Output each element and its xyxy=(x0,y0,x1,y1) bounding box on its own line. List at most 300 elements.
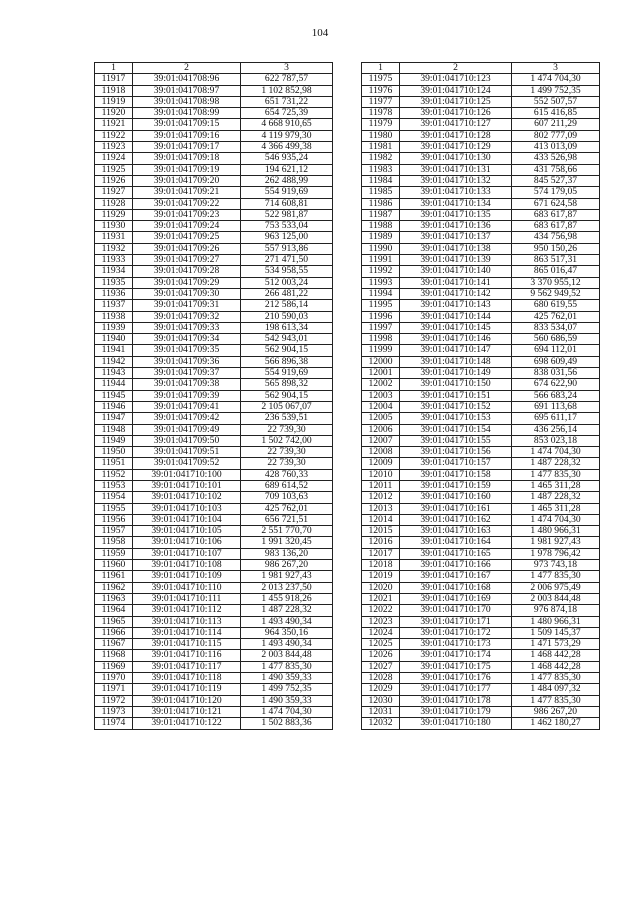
row-number-cell: 11962 xyxy=(95,582,133,593)
row-number-cell: 12014 xyxy=(362,514,400,525)
value-cell: 1 981 927,43 xyxy=(512,537,600,548)
row-number-cell: 11997 xyxy=(362,322,400,333)
row-number-cell: 11946 xyxy=(95,401,133,412)
value-cell: 1 471 573,29 xyxy=(512,639,600,650)
cadastral-number-cell: 39:01:041710:106 xyxy=(133,537,241,548)
table-row xyxy=(362,424,600,435)
table-row xyxy=(95,492,333,503)
cadastral-number-cell: 39:01:041710:112 xyxy=(133,605,241,616)
table-row xyxy=(362,108,600,119)
cadastral-number-cell: 39:01:041709:41 xyxy=(133,401,241,412)
value-cell: 838 031,56 xyxy=(512,368,600,379)
table-row xyxy=(362,142,600,153)
row-number-cell: 11986 xyxy=(362,198,400,209)
row-number-cell: 11976 xyxy=(362,85,400,96)
row-number-cell: 12020 xyxy=(362,582,400,593)
table-header-row xyxy=(95,63,333,74)
value-cell: 1 487 228,32 xyxy=(241,605,333,616)
row-number-cell: 11998 xyxy=(362,334,400,345)
table-row xyxy=(362,266,600,277)
row-number-cell: 11996 xyxy=(362,311,400,322)
row-number-cell: 11929 xyxy=(95,209,133,220)
cadastral-number-cell: 39:01:041710:145 xyxy=(400,322,512,333)
value-cell: 413 013,09 xyxy=(512,142,600,153)
table-row xyxy=(362,616,600,627)
value-cell: 622 787,57 xyxy=(241,74,333,85)
row-number-cell: 11919 xyxy=(95,96,133,107)
value-cell: 198 613,34 xyxy=(241,322,333,333)
cadastral-number-cell: 39:01:041709:28 xyxy=(133,266,241,277)
row-number-cell: 11924 xyxy=(95,153,133,164)
table-row xyxy=(362,96,600,107)
table-row xyxy=(95,379,333,390)
row-number-cell: 11949 xyxy=(95,435,133,446)
row-number-cell: 11966 xyxy=(95,627,133,638)
value-cell: 560 686,59 xyxy=(512,334,600,345)
value-cell: 651 731,22 xyxy=(241,96,333,107)
value-cell: 522 981,87 xyxy=(241,209,333,220)
table-row xyxy=(95,526,333,537)
value-cell: 425 762,01 xyxy=(241,503,333,514)
row-number-cell: 11964 xyxy=(95,605,133,616)
value-cell: 1 978 796,42 xyxy=(512,548,600,559)
row-number-cell: 11959 xyxy=(95,548,133,559)
row-number-cell: 11923 xyxy=(95,142,133,153)
cadastral-number-cell: 39:01:041709:15 xyxy=(133,119,241,130)
row-number-cell: 11939 xyxy=(95,322,133,333)
value-cell: 542 943,01 xyxy=(241,334,333,345)
value-cell: 1 468 442,28 xyxy=(512,661,600,672)
table-row xyxy=(362,198,600,209)
row-number-cell: 11965 xyxy=(95,616,133,627)
cadastral-number-cell: 39:01:041710:176 xyxy=(400,673,512,684)
row-number-cell: 11935 xyxy=(95,277,133,288)
value-cell: 1 490 359,33 xyxy=(241,695,333,706)
value-cell: 615 416,85 xyxy=(512,108,600,119)
table-row xyxy=(362,469,600,480)
row-number-cell: 12013 xyxy=(362,503,400,514)
cadastral-number-cell: 39:01:041710:104 xyxy=(133,514,241,525)
value-cell: 865 016,47 xyxy=(512,266,600,277)
value-cell: 562 904,15 xyxy=(241,390,333,401)
row-number-cell: 11984 xyxy=(362,175,400,186)
value-cell: 271 471,50 xyxy=(241,255,333,266)
cadastral-number-cell: 39:01:041709:29 xyxy=(133,277,241,288)
table-row xyxy=(95,187,333,198)
cadastral-number-cell: 39:01:041708:96 xyxy=(133,74,241,85)
row-number-cell: 11940 xyxy=(95,334,133,345)
row-number-cell: 12004 xyxy=(362,401,400,412)
header-cell-2: 2 xyxy=(400,63,512,74)
cadastral-number-cell: 39:01:041710:103 xyxy=(133,503,241,514)
cadastral-number-cell: 39:01:041710:157 xyxy=(400,458,512,469)
value-cell: 2 003 844,48 xyxy=(512,593,600,604)
value-cell: 1 465 311,28 xyxy=(512,480,600,491)
header-cell-3: 3 xyxy=(241,63,333,74)
value-cell: 1 474 704,30 xyxy=(512,514,600,525)
cadastral-number-cell: 39:01:041710:164 xyxy=(400,537,512,548)
cadastral-number-cell: 39:01:041710:147 xyxy=(400,345,512,356)
cadastral-number-cell: 39:01:041710:163 xyxy=(400,526,512,537)
table-row xyxy=(95,96,333,107)
table-row xyxy=(362,255,600,266)
value-cell: 236 539,51 xyxy=(241,413,333,424)
cadastral-number-cell: 39:01:041710:177 xyxy=(400,684,512,695)
table-row xyxy=(362,684,600,695)
header-cell-1: 1 xyxy=(362,63,400,74)
row-number-cell: 11951 xyxy=(95,458,133,469)
table-row xyxy=(95,514,333,525)
header-cell-2: 2 xyxy=(133,63,241,74)
cadastral-number-cell: 39:01:041710:136 xyxy=(400,221,512,232)
row-number-cell: 11936 xyxy=(95,288,133,299)
row-number-cell: 11952 xyxy=(95,469,133,480)
table-row xyxy=(362,560,600,571)
cadastral-number-cell: 39:01:041710:124 xyxy=(400,85,512,96)
row-number-cell: 11967 xyxy=(95,639,133,650)
value-cell: 425 762,01 xyxy=(512,311,600,322)
row-number-cell: 12021 xyxy=(362,593,400,604)
cadastral-number-cell: 39:01:041710:117 xyxy=(133,661,241,672)
value-cell: 1 477 835,30 xyxy=(512,469,600,480)
value-cell: 4 119 979,30 xyxy=(241,130,333,141)
cadastral-number-cell: 39:01:041710:162 xyxy=(400,514,512,525)
table-row xyxy=(95,616,333,627)
value-cell: 554 919,69 xyxy=(241,187,333,198)
row-number-cell: 12023 xyxy=(362,616,400,627)
value-cell: 671 624,58 xyxy=(512,198,600,209)
table-row xyxy=(362,85,600,96)
cadastral-number-cell: 39:01:041710:146 xyxy=(400,334,512,345)
cadastral-number-cell: 39:01:041710:179 xyxy=(400,706,512,717)
value-cell: 691 113,68 xyxy=(512,401,600,412)
cadastral-number-cell: 39:01:041710:169 xyxy=(400,593,512,604)
value-cell: 266 481,22 xyxy=(241,288,333,299)
cadastral-number-cell: 39:01:041709:21 xyxy=(133,187,241,198)
table-row xyxy=(95,413,333,424)
value-cell: 1 465 311,28 xyxy=(512,503,600,514)
value-cell: 1 487 228,32 xyxy=(512,458,600,469)
table-row xyxy=(362,175,600,186)
table-row xyxy=(362,514,600,525)
table-row xyxy=(95,153,333,164)
cadastral-number-cell: 39:01:041710:144 xyxy=(400,311,512,322)
table-row xyxy=(95,537,333,548)
table-row xyxy=(362,537,600,548)
header-cell-3: 3 xyxy=(512,63,600,74)
row-number-cell: 12031 xyxy=(362,706,400,717)
value-cell: 2 551 770,70 xyxy=(241,526,333,537)
row-number-cell: 12019 xyxy=(362,571,400,582)
row-number-cell: 11982 xyxy=(362,153,400,164)
value-cell: 3 370 955,12 xyxy=(512,277,600,288)
value-cell: 194 621,12 xyxy=(241,164,333,175)
row-number-cell: 11972 xyxy=(95,695,133,706)
row-number-cell: 11945 xyxy=(95,390,133,401)
cadastral-number-cell: 39:01:041710:160 xyxy=(400,492,512,503)
row-number-cell: 11942 xyxy=(95,356,133,367)
cadastral-number-cell: 39:01:041710:128 xyxy=(400,130,512,141)
table-row xyxy=(362,311,600,322)
table-row xyxy=(362,480,600,491)
row-number-cell: 11973 xyxy=(95,706,133,717)
table-row xyxy=(362,288,600,299)
row-number-cell: 11920 xyxy=(95,108,133,119)
value-cell: 2 003 844,48 xyxy=(241,650,333,661)
table-row xyxy=(95,458,333,469)
value-cell: 4 366 499,38 xyxy=(241,142,333,153)
value-cell: 1 474 704,30 xyxy=(241,706,333,717)
table-row xyxy=(362,718,600,729)
table-row xyxy=(95,356,333,367)
value-cell: 983 136,20 xyxy=(241,548,333,559)
row-number-cell: 12002 xyxy=(362,379,400,390)
row-number-cell: 12024 xyxy=(362,627,400,638)
value-cell: 210 590,03 xyxy=(241,311,333,322)
table-row xyxy=(362,548,600,559)
table-row xyxy=(362,277,600,288)
table-row xyxy=(362,356,600,367)
cadastral-number-cell: 39:01:041709:23 xyxy=(133,209,241,220)
cadastral-number-cell: 39:01:041710:170 xyxy=(400,605,512,616)
row-number-cell: 11980 xyxy=(362,130,400,141)
right-table-body xyxy=(362,63,600,730)
row-number-cell: 11927 xyxy=(95,187,133,198)
cadastral-number-cell: 39:01:041710:125 xyxy=(400,96,512,107)
table-row xyxy=(362,153,600,164)
row-number-cell: 11925 xyxy=(95,164,133,175)
row-number-cell: 11988 xyxy=(362,221,400,232)
cadastral-number-cell: 39:01:041710:132 xyxy=(400,175,512,186)
row-number-cell: 12025 xyxy=(362,639,400,650)
row-number-cell: 11917 xyxy=(95,74,133,85)
value-cell: 4 668 910,65 xyxy=(241,119,333,130)
table-row xyxy=(95,706,333,717)
value-cell: 1 477 835,30 xyxy=(241,661,333,672)
row-number-cell: 12029 xyxy=(362,684,400,695)
table-row xyxy=(362,345,600,356)
table-row xyxy=(362,119,600,130)
table-row xyxy=(362,322,600,333)
row-number-cell: 11958 xyxy=(95,537,133,548)
value-cell: 2 105 067,07 xyxy=(241,401,333,412)
table-row xyxy=(95,627,333,638)
table-row xyxy=(362,401,600,412)
cadastral-number-cell: 39:01:041710:135 xyxy=(400,209,512,220)
table-row xyxy=(95,503,333,514)
value-cell: 566 896,38 xyxy=(241,356,333,367)
table-row xyxy=(95,300,333,311)
table-row xyxy=(362,526,600,537)
cadastral-number-cell: 39:01:041709:19 xyxy=(133,164,241,175)
cadastral-number-cell: 39:01:041710:126 xyxy=(400,108,512,119)
cadastral-number-cell: 39:01:041709:33 xyxy=(133,322,241,333)
cadastral-number-cell: 39:01:041710:140 xyxy=(400,266,512,277)
cadastral-number-cell: 39:01:041710:173 xyxy=(400,639,512,650)
cadastral-number-cell: 39:01:041710:113 xyxy=(133,616,241,627)
table-row xyxy=(362,447,600,458)
right-table xyxy=(361,62,600,730)
value-cell: 1 991 320,45 xyxy=(241,537,333,548)
cadastral-number-cell: 39:01:041710:148 xyxy=(400,356,512,367)
cadastral-number-cell: 39:01:041709:18 xyxy=(133,153,241,164)
value-cell: 689 614,52 xyxy=(241,480,333,491)
cadastral-number-cell: 39:01:041709:35 xyxy=(133,345,241,356)
cadastral-number-cell: 39:01:041710:122 xyxy=(133,718,241,729)
cadastral-number-cell: 39:01:041710:118 xyxy=(133,673,241,684)
table-row xyxy=(95,142,333,153)
value-cell: 1 502 883,36 xyxy=(241,718,333,729)
table-row xyxy=(362,695,600,706)
table-row xyxy=(95,255,333,266)
value-cell: 557 913,86 xyxy=(241,243,333,254)
cadastral-number-cell: 39:01:041709:38 xyxy=(133,379,241,390)
row-number-cell: 11937 xyxy=(95,300,133,311)
table-row xyxy=(95,639,333,650)
table-row xyxy=(95,401,333,412)
table-row xyxy=(362,503,600,514)
value-cell: 853 023,18 xyxy=(512,435,600,446)
value-cell: 694 112,01 xyxy=(512,345,600,356)
value-cell: 1 102 852,98 xyxy=(241,85,333,96)
value-cell: 2 013 237,50 xyxy=(241,582,333,593)
table-row xyxy=(95,424,333,435)
cadastral-number-cell: 39:01:041710:153 xyxy=(400,413,512,424)
cadastral-number-cell: 39:01:041709:17 xyxy=(133,142,241,153)
cadastral-number-cell: 39:01:041710:102 xyxy=(133,492,241,503)
cadastral-number-cell: 39:01:041709:32 xyxy=(133,311,241,322)
cadastral-number-cell: 39:01:041710:141 xyxy=(400,277,512,288)
left-table xyxy=(94,62,333,730)
cadastral-number-cell: 39:01:041710:138 xyxy=(400,243,512,254)
table-row xyxy=(95,548,333,559)
row-number-cell: 11921 xyxy=(95,119,133,130)
row-number-cell: 12010 xyxy=(362,469,400,480)
table-row xyxy=(95,605,333,616)
value-cell: 22 739,30 xyxy=(241,458,333,469)
row-number-cell: 11974 xyxy=(95,718,133,729)
cadastral-number-cell: 39:01:041710:174 xyxy=(400,650,512,661)
cadastral-number-cell: 39:01:041710:133 xyxy=(400,187,512,198)
row-number-cell: 11983 xyxy=(362,164,400,175)
cadastral-number-cell: 39:01:041709:49 xyxy=(133,424,241,435)
value-cell: 863 517,31 xyxy=(512,255,600,266)
value-cell: 554 919,69 xyxy=(241,368,333,379)
value-cell: 695 611,17 xyxy=(512,413,600,424)
row-number-cell: 11950 xyxy=(95,447,133,458)
table-row xyxy=(95,119,333,130)
value-cell: 976 874,18 xyxy=(512,605,600,616)
table-row xyxy=(362,379,600,390)
value-cell: 9 562 949,52 xyxy=(512,288,600,299)
row-number-cell: 11941 xyxy=(95,345,133,356)
value-cell: 698 609,49 xyxy=(512,356,600,367)
cadastral-number-cell: 39:01:041709:31 xyxy=(133,300,241,311)
table-row xyxy=(95,164,333,175)
table-row xyxy=(362,458,600,469)
cadastral-number-cell: 39:01:041710:161 xyxy=(400,503,512,514)
value-cell: 512 003,24 xyxy=(241,277,333,288)
table-row xyxy=(95,266,333,277)
cadastral-number-cell: 39:01:041709:20 xyxy=(133,175,241,186)
row-number-cell: 11928 xyxy=(95,198,133,209)
value-cell: 1 462 180,27 xyxy=(512,718,600,729)
table-row xyxy=(362,639,600,650)
row-number-cell: 11975 xyxy=(362,74,400,85)
cadastral-number-cell: 39:01:041710:108 xyxy=(133,560,241,571)
value-cell: 546 935,24 xyxy=(241,153,333,164)
value-cell: 1 981 927,43 xyxy=(241,571,333,582)
row-number-cell: 12011 xyxy=(362,480,400,491)
table-row xyxy=(362,706,600,717)
cadastral-number-cell: 39:01:041709:52 xyxy=(133,458,241,469)
row-number-cell: 11979 xyxy=(362,119,400,130)
value-cell: 1 484 097,32 xyxy=(512,684,600,695)
cadastral-number-cell: 39:01:041710:123 xyxy=(400,74,512,85)
row-number-cell: 12030 xyxy=(362,695,400,706)
row-number-cell: 11918 xyxy=(95,85,133,96)
cadastral-number-cell: 39:01:041710:100 xyxy=(133,469,241,480)
table-row xyxy=(362,413,600,424)
cadastral-number-cell: 39:01:041710:115 xyxy=(133,639,241,650)
cadastral-number-cell: 39:01:041710:156 xyxy=(400,447,512,458)
value-cell: 753 533,04 xyxy=(241,221,333,232)
cadastral-number-cell: 39:01:041710:111 xyxy=(133,593,241,604)
value-cell: 1 468 442,28 xyxy=(512,650,600,661)
cadastral-number-cell: 39:01:041710:166 xyxy=(400,560,512,571)
cadastral-number-cell: 39:01:041709:51 xyxy=(133,447,241,458)
cadastral-number-cell: 39:01:041709:34 xyxy=(133,334,241,345)
table-row xyxy=(362,74,600,85)
table-row xyxy=(362,650,600,661)
row-number-cell: 11963 xyxy=(95,593,133,604)
cadastral-number-cell: 39:01:041709:39 xyxy=(133,390,241,401)
value-cell: 1 480 966,31 xyxy=(512,616,600,627)
value-cell: 436 256,14 xyxy=(512,424,600,435)
cadastral-number-cell: 39:01:041710:114 xyxy=(133,627,241,638)
table-row xyxy=(362,582,600,593)
value-cell: 683 617,87 xyxy=(512,209,600,220)
row-number-cell: 11943 xyxy=(95,368,133,379)
table-row xyxy=(362,571,600,582)
table-row xyxy=(362,390,600,401)
cadastral-number-cell: 39:01:041710:142 xyxy=(400,288,512,299)
value-cell: 986 267,20 xyxy=(512,706,600,717)
cadastral-number-cell: 39:01:041710:149 xyxy=(400,368,512,379)
row-number-cell: 11969 xyxy=(95,661,133,672)
cadastral-number-cell: 39:01:041710:151 xyxy=(400,390,512,401)
row-number-cell: 12006 xyxy=(362,424,400,435)
row-number-cell: 11955 xyxy=(95,503,133,514)
table-row xyxy=(95,469,333,480)
row-number-cell: 11954 xyxy=(95,492,133,503)
value-cell: 1 493 490,34 xyxy=(241,639,333,650)
row-number-cell: 12018 xyxy=(362,560,400,571)
row-number-cell: 12008 xyxy=(362,447,400,458)
row-number-cell: 11934 xyxy=(95,266,133,277)
value-cell: 1 502 742,00 xyxy=(241,435,333,446)
row-number-cell: 11971 xyxy=(95,684,133,695)
cadastral-number-cell: 39:01:041710:121 xyxy=(133,706,241,717)
row-number-cell: 12032 xyxy=(362,718,400,729)
cadastral-number-cell: 39:01:041710:139 xyxy=(400,255,512,266)
cadastral-number-cell: 39:01:041710:150 xyxy=(400,379,512,390)
cadastral-number-cell: 39:01:041710:130 xyxy=(400,153,512,164)
cadastral-number-cell: 39:01:041710:172 xyxy=(400,627,512,638)
value-cell: 1 509 145,37 xyxy=(512,627,600,638)
value-cell: 428 760,33 xyxy=(241,469,333,480)
cadastral-number-cell: 39:01:041710:120 xyxy=(133,695,241,706)
